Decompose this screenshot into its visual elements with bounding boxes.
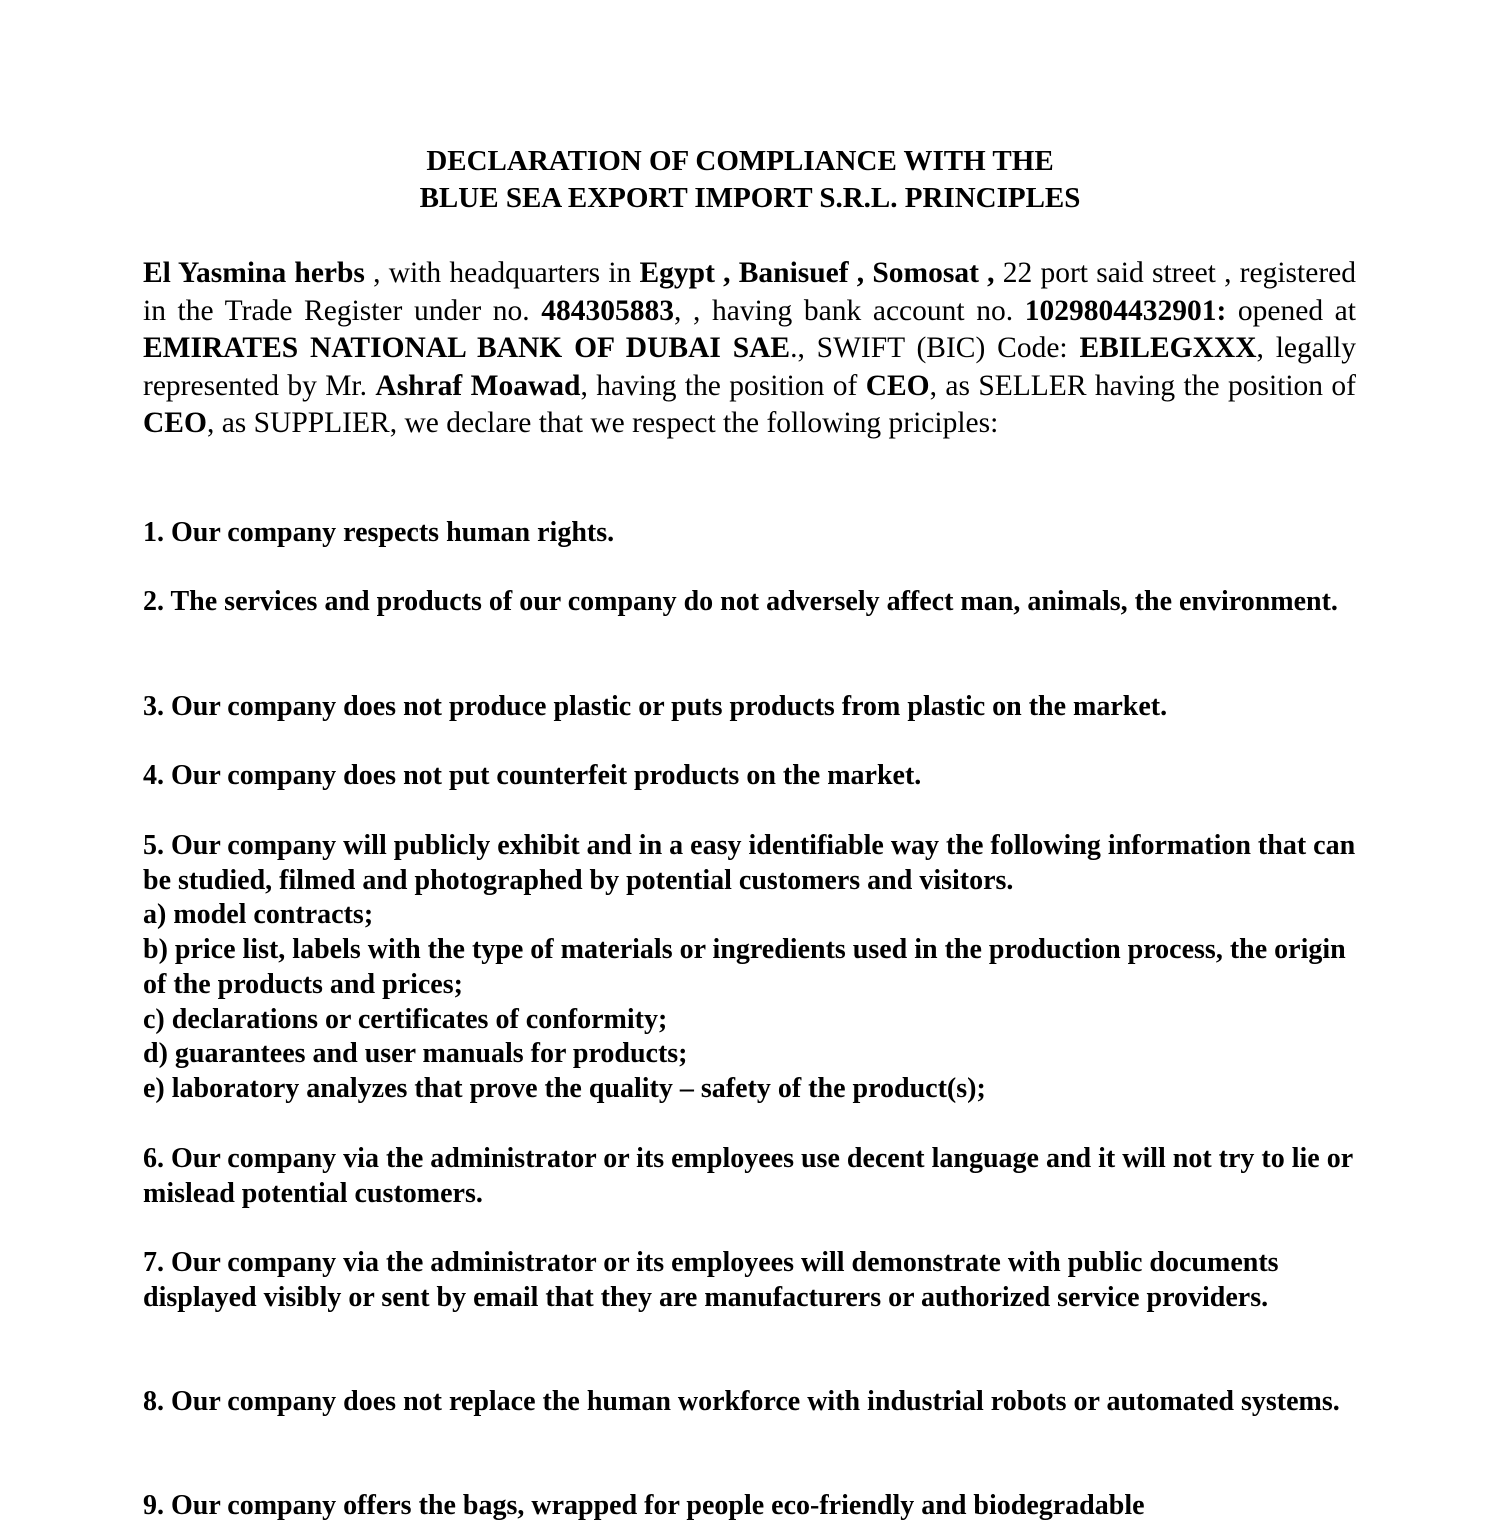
principle-5: 5. Our company will publicly exhibit and in a easy identifiable way the following information that can be studied, filmed and photographed by potential customers and visitors. (143, 830, 1356, 896)
principle-5-item-b: b) price list, labels with the type of materials or ingredients used in the production process, the origin of the products and prices; (143, 934, 1346, 1000)
principle-5-item-d: d) guarantees and user manuals for products; (143, 1038, 688, 1069)
trade-register-number: 484305883 (541, 294, 674, 327)
representative-name: Ashraf Moawad (375, 369, 581, 402)
bank-account-number: 1029804432901: (1024, 294, 1227, 327)
intro-text-1: , with headquarters in (364, 257, 640, 289)
principle-9: 9. Our company offers the bags, wrapped for people eco-friendly and biodegradable (143, 1490, 1145, 1521)
position-supplier: CEO (143, 407, 207, 440)
company-name: El Yasmina herbs (143, 257, 365, 289)
intro-text-7: , having the position of (580, 369, 866, 402)
intro-text-3: , , having bank account no. (674, 294, 1025, 327)
intro-text-8: , as SELLER having the position of (929, 369, 1356, 402)
principle-1: 1. Our company respects human rights. (143, 517, 615, 548)
principle-2: 2. The services and products of our company do not adversely affect man, animals, the environment. (143, 586, 1338, 617)
principle-7: 7. Our company via the administrator or its employees will demonstrate with public documents displayed visibly or sent by email that they are manufacturers or authorized service providers. (143, 1247, 1279, 1313)
intro-text-2: 22 port said street , registered in the Trade Register under no. (143, 257, 1356, 327)
position-seller: CEO (865, 369, 930, 402)
document-title-line-2: BLUE SEA EXPORT IMPORT S.R.L. PRINCIPLES (419, 182, 1081, 214)
principle-4: 4. Our company does not put counterfeit products on the market. (143, 760, 922, 791)
intro-text-5: ., SWIFT (BIC) Code: (790, 332, 1080, 365)
company-location: Egypt , Banisuef , Somosat , (639, 257, 995, 289)
principle-3: 3. Our company does not produce plastic or puts products from plastic on the market. (143, 691, 1168, 722)
intro-paragraph (143, 255, 1356, 443)
intro-text-6: , legally represented by Mr. (143, 332, 1356, 402)
principle-8: 8. Our company does not replace the human workforce with industrial robots or automated systems. (143, 1386, 1340, 1417)
principle-5-item-c: c) declarations or certificates of conformity; (143, 1004, 668, 1035)
document-title-line-1: DECLARATION OF COMPLIANCE WITH THE (426, 145, 1054, 177)
principle-5-item-a: a) model contracts; (143, 899, 374, 930)
intro-text-4: opened at (1226, 294, 1356, 327)
principle-5-item-e: e) laboratory analyzes that prove the quality – safety of the product(s); (143, 1073, 986, 1104)
principle-6: 6. Our company via the administrator or its employees use decent language and it will not try to lie or mislead potential customers. (143, 1143, 1353, 1209)
swift-code: EBILEGXXX (1079, 332, 1257, 365)
bank-name: EMIRATES NATIONAL BANK OF DUBAI SAE (143, 332, 791, 365)
intro-text-9: , as SUPPLIER, we declare that we respect the following priciples: (206, 407, 999, 440)
